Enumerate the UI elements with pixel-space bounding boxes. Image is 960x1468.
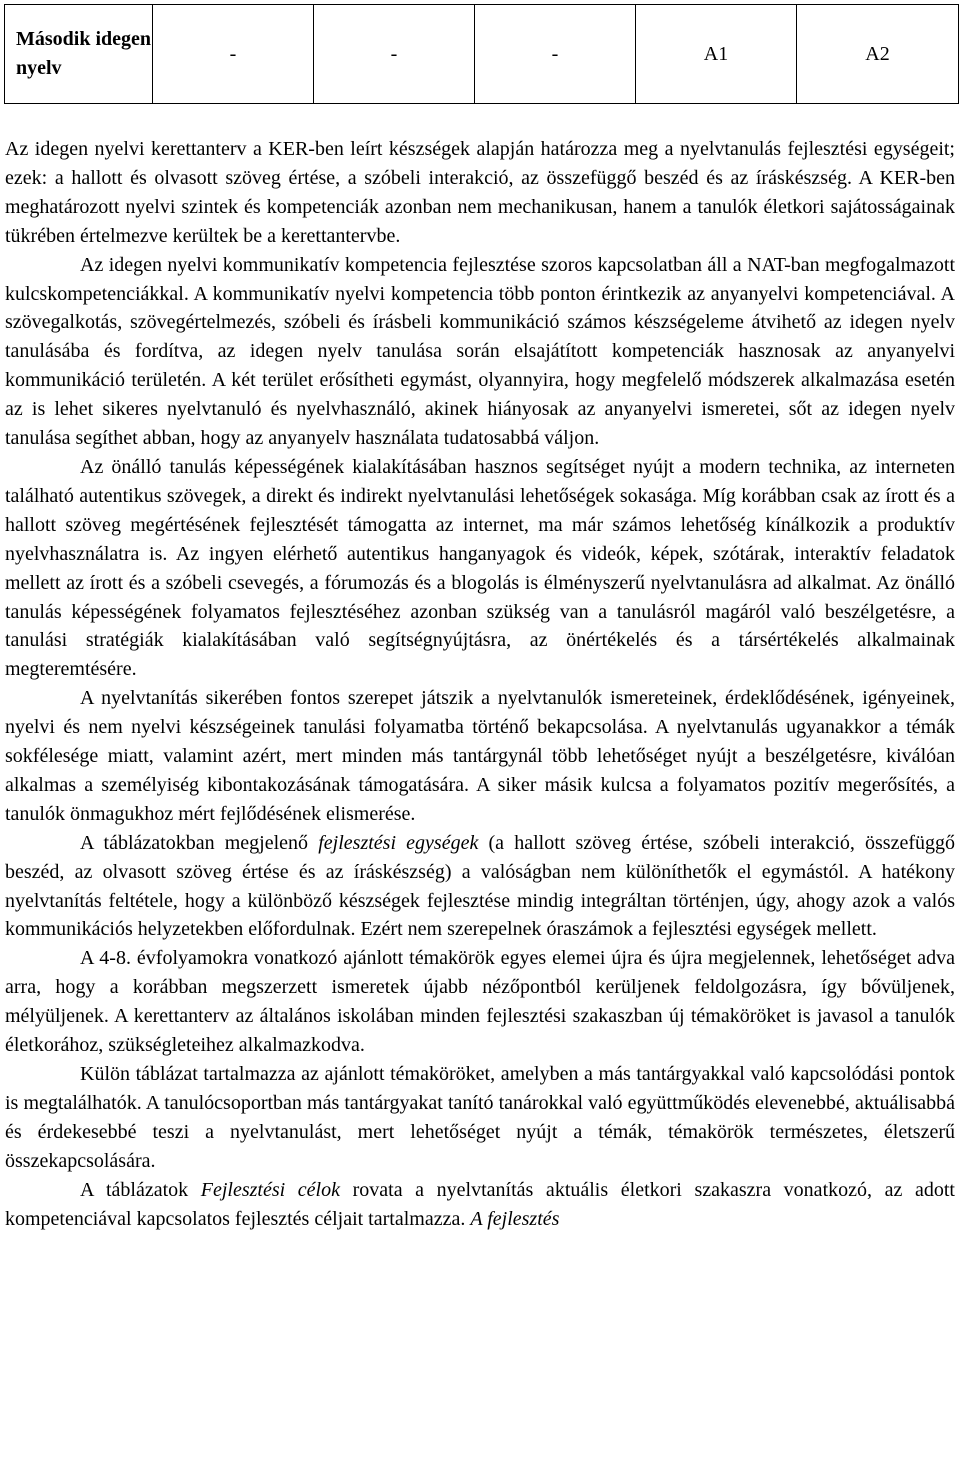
level-cell: -: [314, 5, 475, 104]
paragraph-development-goals: A táblázatok Fejlesztési célok rovata a nyelvtanítás aktuális életkori szakaszra vonatkozó, az adott kompetenciával kapcsolatos fejlesztés céljait tartalmazza. A fejlesztés: [5, 1178, 955, 1230]
level-cell: -: [153, 5, 314, 104]
paragraph-communicative-competence: Az idegen nyelvi kommunikatív kompetencia fejlesztése szoros kapcsolatban áll a NAT-ban megfogalmazott kulcskompetenciákkal. A kommunikatív nyelvi kompetencia több ponton érintkezik az anyanyelvi kompetenciával. A szövegalkotás, szövegértelmezés, szóbeli és írásbeli kommunikáció számos készségeleme átvihető az idegen nyelv tanulásába és fordítva, az idegen nyelv tanulása során elsajátított kompetenciák hasznosak az anyanyelvi kommunikáció területén. A két terület erősítheti egymást, olyannyira, hogy megfelelő módszerek alkalmazása esetén az is lehet sikeres nyelvtanuló és nyelvhasználó, akinek hiányosak az anyanyelvi ismeretei, sőt az idegen nyelv tanulása segíthet abban, hogy az anyanyelv használata tudatosabbá váljon.: [5, 253, 955, 450]
level-cell-a2: A2: [797, 5, 959, 104]
table-row: [5, 5, 959, 104]
emphasis-text: A fejlesztés: [470, 1207, 560, 1230]
level-cell-a1: A1: [636, 5, 797, 104]
emphasis-text: fejlesztési egységek: [318, 831, 479, 854]
language-level-table: [4, 4, 959, 104]
paragraph-development-units: A táblázatokban megjelenő fejlesztési egységek (a hallott szöveg értése, szóbeli interakció, összefüggő beszéd, az olvasott szöveg értése és az íráskészség) a valóságban nem különíthetők el egymástól. A hatékony nyelvtanítás feltétele, hogy a különböző készségek fejlesztése mindig integráltan történjen, úgy, ahogy azok a valós kommunikációs helyzetekben előfordulnak. Ezért nem szerepelnek óraszámok a fejlesztési egységek mellett.: [5, 831, 955, 941]
level-cell: -: [475, 5, 636, 104]
subject-label-cell: Második idegen nyelv: [5, 5, 153, 104]
paragraph-topics-grades: A 4-8. évfolyamokra vonatkozó ajánlott témakörök egyes elemei újra és újra megjelennek, lehetőséget adva arra, hogy a korábban megszerzett ismeretek újabb nézőpontból kerüljenek feldolgozásra, így bővüljenek, mélyüljenek. A kerettanterv az általános iskolában minden fejlesztési szakaszban új témaköröket is javasol a tanulók életkorához, szükségleteihez alkalmazkodva.: [5, 947, 955, 1057]
paragraph-independent-learning: Az önálló tanulás képességének kialakításában hasznos segítséget nyújt a modern technika, az interneten található autentikus szövegek, a direkt és indirekt nyelvtanulási lehetőségek sokasága. Míg korábban csak az írott és a hallott szöveg megértésének fejlesztését támogatta az internet, ma már számos lehetőség kínálkozik a produktív nyelvhasználatra is. Az ingyen elérhető autentikus hanganyagok és videók, képek, szótárak, interaktív feladatok mellett az írott és a szóbeli csevegés, a fórumozás és a blogolás is élményszerű nyelvtanulásra ad alkalmat. Az önálló tanulás képességének folyamatos fejlesztéséhez azonban szükség van a tanulásról magáról való beszélgetésre, a tanulási stratégiák kialakításában való segítségnyújtásra, az önértékelés és a társértékelés alkalmainak megteremtésére.: [5, 455, 955, 681]
document-body: [5, 135, 955, 1233]
paragraph-teaching-success: A nyelvtanítás sikerében fontos szerepet játszik a nyelvtanulók ismereteinek, érdeklődésének, igényeinek, nyelvi és nem nyelvi készségeinek tanulási folyamatba történő bekapcsolása. A nyelvtanulás ugyanakkor a témák sokfélesége miatt, valamint azért, mert minden más tantárgynál több lehetőséget nyújt a beszélgetésre, kiválóan alkalmas a személyiség kibontakozásának támogatására. A siker másik kulcsa a folyamatos pozitív megerősítés, a tanulók önmagukhoz mért fejlődésének elismerése.: [5, 687, 955, 825]
paragraph-separate-table: Külön táblázat tartalmazza az ajánlott témaköröket, amelyben a más tantárgyakkal való kapcsolódási pontok is megtalálhatók. A tanulócsoportban más tantárgyakat tanító tanárokkal való együttműködés elevenebbé, aktuálisabbá és érdekesebbé teszi a nyelvtanulást, mert lehetőséget nyújt a témák, témakörök természetes, életszerű összekapcsolására.: [5, 1063, 955, 1172]
emphasis-text: Fejlesztési célok: [200, 1178, 340, 1201]
paragraph-ker-framework: Az idegen nyelvi kerettanterv a KER-ben leírt készségek alapján határozza meg a nyelvtanulás fejlesztési egységeit; ezek: a hallott és olvasott szöveg értése, a szóbeli interakció, az összefüggő beszéd és az íráskészség. A KER-ben meghatározott nyelvi szintek és kompetenciák azonban nem mechanikusan, hanem a tanulók életkori sajátosságainak tükrében értelmezve kerültek be a kerettantervbe.: [5, 138, 955, 247]
